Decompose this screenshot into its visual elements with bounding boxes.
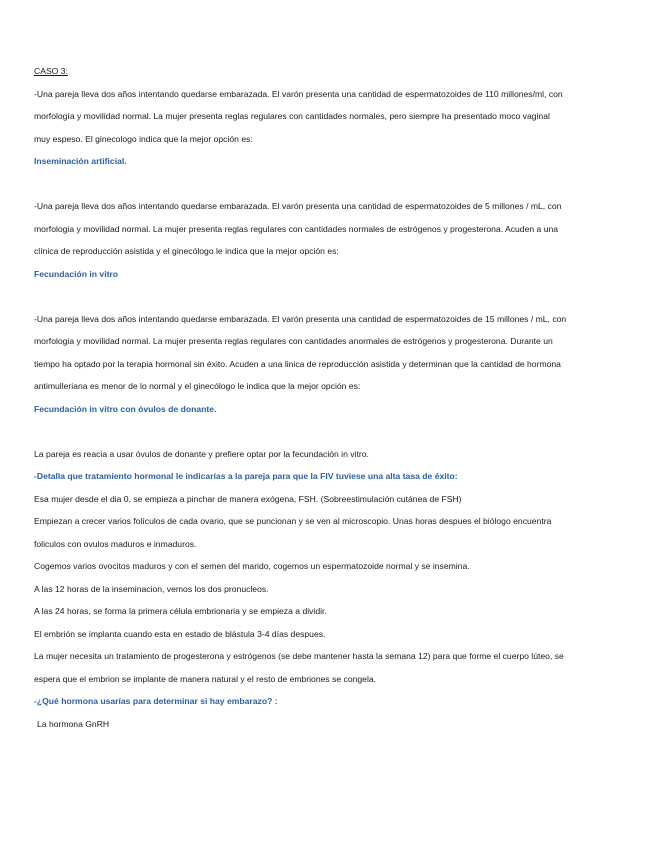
document-page <box>34 60 626 735</box>
treatment-line-7: El embrión se implanta cuando esta en estado de blástula 3-4 días despues. <box>34 628 326 639</box>
spacer <box>34 173 626 196</box>
case1-line-3: muy espeso. El ginecologo indica que la mejor opción es: <box>34 133 253 144</box>
case1-line-1: -Una pareja lleva dos años intentando quedarse embarazada. El varón presenta una cantidad de espermatozoides de 110 millones/ml, con <box>34 88 563 99</box>
treatment-line-5: A las 12 horas de la inseminacion, vemos los dos pronucleos. <box>34 583 269 594</box>
case3-line-3: tiempo ha optado por la terapia hormonal sin éxito. Acuden a una linica de reproducción asistida y determinan que la cantidad de hormona <box>34 358 561 369</box>
case3-answer: Fecundación in vitro con óvulos de donante. <box>34 403 217 414</box>
followup-intro: La pareja es reacia a usar óvulos de donante y prefiere optar por la fecundación in vitro. <box>34 448 369 459</box>
treatment-line-1: Esa mujer desde el dia 0, se empieza a pinchar de manera exógena, FSH. (Sobreestimulación cutánea de FSH) <box>34 493 462 504</box>
case2-line-3: clínica de reproducción asistida y el ginecólogo le indica que la mejor opción es: <box>34 246 339 256</box>
treatment-line-3: foliculos con ovulos maduros e inmaduros. <box>34 538 197 549</box>
treatment-line-8: La mujer necesita un tratamiento de progesterona y estrógenos (se debe mantener hasta la semana 12) para que forme el cuerpo lúteo, se <box>34 651 564 661</box>
treatment-line-4: Cogemos varios ovocitos maduros y con el semen del marido, cogemos un espermatozoide normal y se insemina. <box>34 561 470 571</box>
case2-line-1: -Una pareja lleva dos años intentando quedarse embarazada. El varón presenta una cantidad de espermatozoides de 5 millones / mL, con <box>34 201 562 211</box>
spacer <box>34 285 626 308</box>
treatment-line-9: espera que el embrion se implante de manera natural y el resto de embriones se congela. <box>34 673 377 684</box>
case3-line-1: -Una pareja lleva dos años intentando quedarse embarazada. El varón presenta una cantidad de espermatozoides de 15 millones / mL, con <box>34 313 567 324</box>
treatment-line-6: A las 24 horas, se forma la primera célula embrionaria y se empieza a dividir. <box>34 606 327 616</box>
followup-answer-2: La hormona GnRH <box>37 718 110 729</box>
case-title: CASO 3: <box>34 66 68 76</box>
case1-line-2: morfología y movilidad normal. La mujer presenta reglas regulares con cantidades normales, pero siempre ha presentado moco vaginal <box>34 111 550 121</box>
case3-line-4: antimulleriana es menor de lo normal y el ginecólogo le indica que la mejor opción es: <box>34 381 361 391</box>
case2-line-2: morfologia y movilidad normal. La mujer presenta reglas regulares con cantidades normales de estrógenos y progesterona. Acuden a una <box>34 223 559 234</box>
case1-answer: Inseminación artificial. <box>34 156 127 166</box>
followup-question-2: -¿Qué hormona usarías para determinar si hay embarazo? : <box>34 696 278 706</box>
spacer <box>34 420 626 443</box>
followup-question-1: -Detalla que tratamiento hormonal le indicarías a la pareja para que la FIV tuviese una alta tasa de éxito: <box>34 471 458 481</box>
case3-line-2: morfologia y movilidad normal. La mujer presenta reglas regulares con cantidades anormales de estrógenos y progesterona. Durante un <box>34 336 553 346</box>
treatment-line-2: Empiezan a crecer varios folículos de cada ovario, que se puncionan y se ven al microscopio. Unas horas despues el biólogo encuentra <box>34 516 552 526</box>
case2-answer: Fecundación in vitro <box>34 268 119 279</box>
